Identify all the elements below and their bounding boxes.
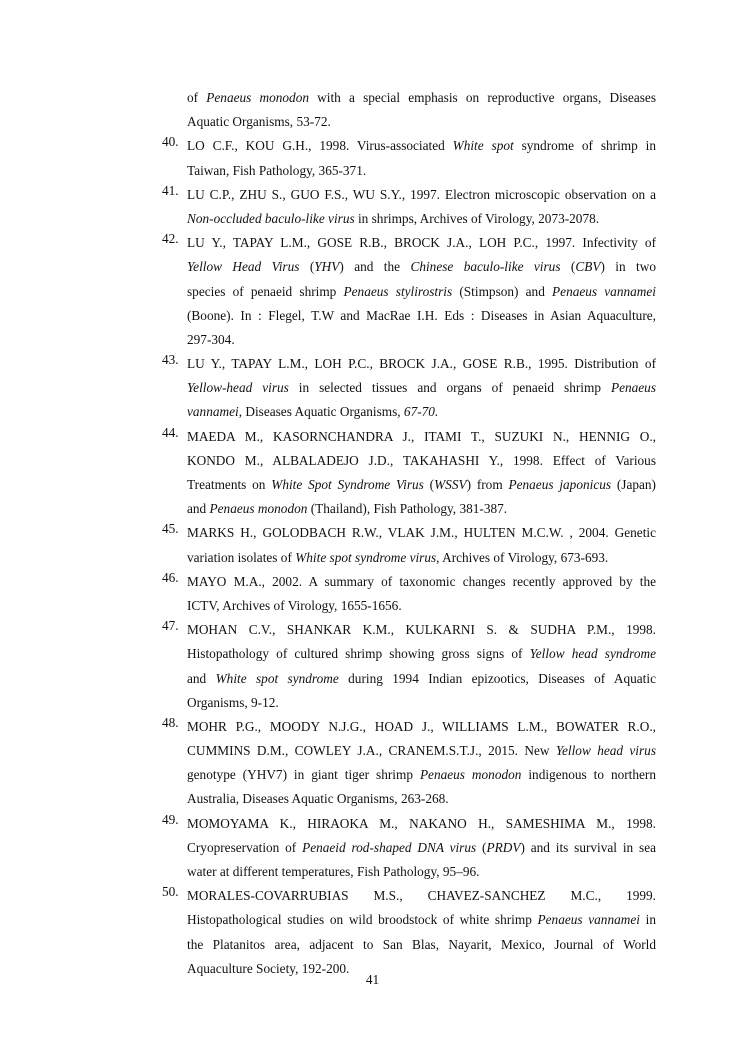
text-segment: syndrome of shrimp in	[513, 138, 657, 154]
reference-item	[162, 424, 656, 522]
reference-item	[162, 521, 656, 569]
text-segment: ) from	[466, 477, 509, 492]
text-segment: in	[639, 912, 656, 928]
reference-line	[187, 787, 656, 811]
reference-line	[187, 255, 656, 279]
reference-item	[162, 618, 656, 715]
italic-term: CBV	[575, 259, 601, 275]
text-segment: variation isolates of	[187, 549, 296, 565]
reference-line	[187, 715, 656, 739]
italic-term: Penaeus monodon	[419, 767, 522, 783]
reference-line	[187, 618, 656, 642]
reference-line	[187, 812, 656, 836]
reference-item	[162, 231, 656, 352]
reference-item	[187, 86, 656, 134]
reference-line	[187, 570, 656, 594]
text-segment: Treatments on	[187, 477, 272, 492]
italic-term: WSSV	[434, 477, 467, 492]
reference-item	[162, 811, 656, 885]
text-segment: (	[299, 259, 315, 275]
text-segment: ) and its survival in sea	[520, 839, 656, 855]
text-segment: (Japan)	[611, 477, 656, 492]
reference-line	[187, 376, 656, 400]
reference-line	[187, 933, 656, 957]
reference-line	[187, 521, 656, 545]
reference-line	[187, 642, 656, 666]
reference-line	[187, 449, 656, 473]
reference-line	[187, 691, 656, 715]
reference-item	[162, 182, 656, 231]
reference-number: 47.	[162, 618, 179, 634]
reference-number: 48.	[162, 714, 179, 730]
text-segment: Diseases Aquatic Organisms,	[242, 404, 404, 420]
text-segment: water at different temperatures, Fish Pathology, 95–96.	[187, 864, 480, 879]
text-segment: and	[187, 501, 210, 517]
italic-term: Penaeus vannamei	[537, 912, 640, 928]
text-segment: LU Y., TAPAY L.M., LOH P.C., BROCK J.A., GOSE R.B., 1995. Distribution of	[187, 356, 656, 372]
text-segment: Histopathological studies on wild broodstock of white shrimp	[187, 912, 538, 928]
text-segment: KONDO M., ALBALADEJO J.D., TAKAHASHI Y., 1998. Effect of Various	[187, 452, 656, 468]
italic-term: Penaeus japonicus	[508, 477, 612, 492]
text-segment: (Stimpson) and	[452, 283, 553, 299]
italic-term: Penaeus stylirostris	[343, 283, 453, 299]
italic-term: Penaeus monodon	[209, 501, 308, 517]
reference-line	[187, 207, 656, 231]
text-segment: ) in two	[600, 259, 656, 275]
reference-line	[187, 352, 656, 376]
reference-number: 46.	[162, 569, 179, 585]
italic-term: YHV	[314, 259, 340, 275]
reference-item	[162, 134, 657, 182]
text-segment: Australia, Diseases Aquatic Organisms, 263-268.	[187, 791, 449, 807]
reference-item	[162, 884, 656, 981]
text-segment: 297-304.	[187, 331, 235, 347]
text-segment: , Archives of Virology, 673-693.	[436, 549, 609, 565]
text-segment: LO C.F., KOU G.H., 1998. Virus-associated	[187, 138, 453, 154]
reference-line	[187, 425, 656, 449]
text-segment: (	[476, 839, 487, 855]
italic-term: White spot syndrome	[215, 670, 339, 686]
text-segment: in shrimps, Archives of Virology, 2073-2078.	[354, 210, 600, 226]
text-segment: MAEDA M., KASORNCHANDRA J., ITAMI T., SUZUKI N., HENNIG O.,	[187, 428, 656, 444]
reference-number: 41.	[162, 182, 179, 198]
reference-number: 40.	[162, 134, 179, 150]
text-segment: and	[187, 670, 216, 686]
reference-number: 45.	[162, 521, 179, 537]
text-segment: Aquaculture Society, 192-200.	[187, 960, 350, 976]
italic-term: White Spot Syndrome Virus	[271, 477, 424, 492]
reference-item	[162, 714, 656, 812]
reference-list	[162, 86, 657, 981]
text-segment: in selected tissues and organs of penaeid shrimp	[288, 380, 611, 396]
text-segment: of	[187, 90, 207, 105]
reference-line	[187, 86, 656, 110]
italic-term: PRDV	[486, 839, 521, 855]
italic-term: Penaeus monodon	[206, 90, 309, 105]
text-segment: (	[423, 477, 435, 492]
text-segment: Cryopreservation of	[187, 839, 303, 855]
italic-term: Yellow head syndrome	[529, 646, 656, 662]
text-segment: CUMMINS D.M., COWLEY J.A., CRANEM.S.T.J., 2015. New	[187, 743, 556, 759]
text-segment: indigenous to northern	[521, 767, 656, 783]
text-segment: during 1994 Indian epizootics, Diseases of Aquatic	[338, 670, 656, 686]
italic-term: Penaeus vannamei	[552, 283, 656, 299]
reference-line	[187, 231, 656, 255]
italic-term: Yellow Head Virus	[187, 259, 300, 275]
italic-term: White spot	[452, 138, 514, 154]
text-segment: MOMOYAMA K., HIRAOKA M., NAKANO H., SAMESHIMA M., 1998.	[187, 815, 656, 831]
italic-term: vannamei,	[187, 404, 243, 420]
italic-term: White spot syndrome virus	[295, 549, 437, 565]
text-segment: LU C.P., ZHU S., GUO F.S., WU S.Y., 1997. Electron microscopic observation on a	[187, 186, 656, 202]
italic-term: 67-70.	[403, 404, 439, 420]
reference-line	[187, 304, 656, 328]
reference-number: 44.	[162, 424, 179, 440]
italic-term: Penaeid rod-shaped DNA virus	[302, 839, 477, 855]
italic-term: Chinese baculo-like virus	[410, 259, 561, 275]
reference-number: 50.	[162, 884, 179, 900]
text-segment: ICTV, Archives of Virology, 1655-1656.	[187, 597, 402, 613]
reference-line	[187, 763, 656, 787]
text-segment: MAYO M.A., 2002. A summary of taxonomic changes recently approved by the	[187, 573, 656, 589]
reference-line	[187, 328, 656, 352]
text-segment: (	[560, 259, 576, 275]
reference-number: 42.	[162, 231, 179, 247]
reference-item	[162, 352, 656, 425]
page-number: 41	[365, 972, 380, 987]
reference-item	[162, 569, 656, 618]
text-segment: MARKS H., GOLODBACH R.W., VLAK J.M., HULTEN M.C.W. , 2004. Genetic	[187, 525, 656, 541]
reference-line	[187, 836, 656, 860]
reference-line	[187, 546, 656, 570]
text-segment: LU Y., TAPAY L.M., GOSE R.B., BROCK J.A., LOH P.C., 1997. Infectivity of	[187, 235, 656, 251]
reference-line	[187, 400, 656, 424]
reference-line	[187, 594, 656, 618]
text-segment: Taiwan, Fish Pathology, 365-371.	[187, 162, 367, 178]
text-segment: (Boone). In : Flegel, T.W and MacRae I.H. Eds : Diseases in Asian Aquaculture,	[187, 307, 656, 323]
reference-number: 49.	[162, 811, 179, 827]
text-segment: MORALES-COVARRUBIAS M.S., CHAVEZ-SANCHEZ M.C., 1999.	[187, 888, 656, 904]
text-segment: the Platanitos area, adjacent to San Blas, Nayarit, Mexico, Journal of World	[187, 936, 656, 952]
text-segment: MOHR P.G., MOODY N.J.G., HOAD J., WILLIAMS L.M., BOWATER R.O.,	[187, 718, 656, 734]
text-segment: ) and the	[339, 259, 411, 275]
reference-line	[187, 183, 656, 207]
text-segment: genotype (YHV7) in giant tiger shrimp	[187, 767, 420, 783]
reference-line	[187, 739, 656, 763]
text-segment: species of penaeid shrimp	[187, 283, 344, 299]
reference-line	[187, 159, 656, 183]
reference-line	[187, 110, 656, 134]
reference-line	[187, 280, 656, 304]
reference-line	[187, 497, 656, 521]
reference-line	[187, 134, 656, 158]
reference-line	[187, 667, 656, 691]
reference-line	[187, 860, 656, 884]
text-segment: Organisms, 9-12.	[187, 694, 279, 710]
reference-number: 43.	[162, 352, 179, 368]
text-segment: MOHAN C.V., SHANKAR K.M., KULKARNI S. & SUDHA P.M., 1998.	[187, 622, 656, 638]
italic-term: Penaeus	[610, 380, 656, 396]
text-segment: Aquatic Organisms, 53-72.	[187, 114, 331, 130]
text-segment: with a special emphasis on reproductive organs, Diseases	[309, 90, 656, 105]
text-segment: Histopathology of cultured shrimp showing gross signs of	[187, 646, 530, 662]
italic-term: Yellow-head virus	[187, 380, 289, 396]
italic-term: Non-occluded baculo-like virus	[187, 210, 355, 226]
reference-line	[187, 473, 656, 497]
reference-line	[187, 908, 656, 932]
italic-term: Yellow head virus	[555, 743, 656, 759]
text-segment: (Thailand), Fish Pathology, 381-387.	[307, 501, 508, 517]
reference-line	[187, 884, 656, 908]
